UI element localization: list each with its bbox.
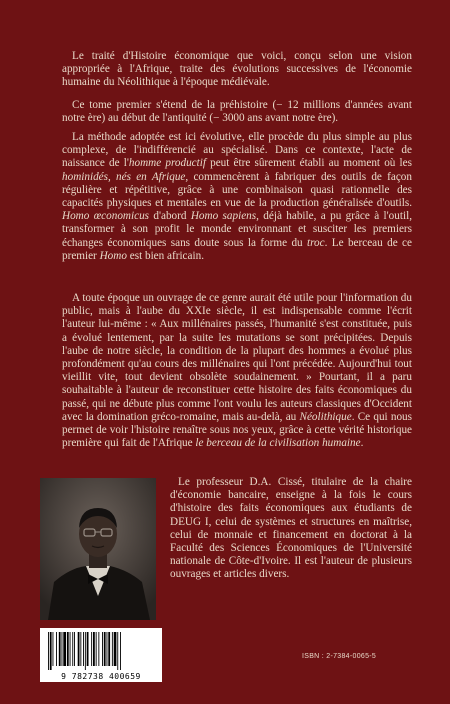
paragraph-tome-text: Ce tome premier s'étend de la préhistoire (− 12 millions d'années avant notre ère) au début de l'antiquité (− 3000 ans avant notre ère). xyxy=(62,99,412,125)
method-text-f: . Le berceau de ce premier xyxy=(62,236,412,262)
paragraph-author-bio xyxy=(170,476,412,582)
paragraph-method xyxy=(62,131,412,263)
quote-text-c: . xyxy=(360,437,364,450)
isbn-label: ISBN : 2-7384-0065-5 xyxy=(302,653,377,660)
method-em-homo-sapiens: Homo sapiens, xyxy=(190,210,259,223)
method-em-homo: Homo xyxy=(99,249,127,262)
barcode-bars xyxy=(40,628,162,672)
method-text-d: d'abord xyxy=(149,210,191,223)
method-text-c: commencèrent à fabriquer des outils de façon régulière et répétitive, grâce à une combinaison quasi rationnelle des capacités physiques et mentales en vue de la production généralisée d'outils. xyxy=(62,170,412,210)
method-em-hominides: hominidés, nés en Afrique, xyxy=(62,170,189,183)
barcode-number: 9 782738 400659 xyxy=(61,672,141,681)
author-photo xyxy=(40,478,156,620)
author-photo-illustration xyxy=(40,478,156,620)
barcode xyxy=(40,628,162,682)
method-em-homme-productif: homme productif xyxy=(128,157,206,170)
quote-text-a: A toute époque un ouvrage de ce genre aurait été utile pour l'information du public, mais à l'aube du XXIe siècle, il est indispensable comme l'écrit l'auteur lui-même : « Aux millénaires passés, l'humanité s'est constituée, puis a évolué lentement, par la suite les mutations se sont précipitées. Depuis l'aube de notre siècle, la condition de la plupart des hommes a évolué plus profondément qu'au cours des millénaires qui l'ont précédée. Aujourd'hui tout vieillit vite, tout devient obsolète soudainement. » Pourtant, il a paru souhaitable à l'auteur de reconstituer cette histoire des faits économiques du passé, qui ne débute plus comme l'ont voulu les auteurs classiques d'Occident avec la domination gréco-romaine, mais au-delà, au xyxy=(62,292,412,423)
method-text-b: peut être sûrement établi au moment où les xyxy=(205,157,412,170)
paragraph-tome xyxy=(62,99,412,125)
quote-em-neolithique: Néolithique xyxy=(299,410,352,423)
paragraph-intro-text: Le traité d'Histoire économique que voici, conçu selon une vision appropriée à l'Afrique, traite des évolutions successives de l'économie humaine du Néolithique à l'époque médiévale. xyxy=(62,50,412,89)
author-bio-text: Le professeur D.A. Cissé, titulaire de la chaire d'économie bancaire, enseigne à la fois le cours d'histoire des faits économiques aux étudiants de DEUG I, celui de systèmes et structures en maîtrise, celui de monnaie et financement en doctorat à la Faculté des Sciences Économiques de l'Université nationale de Côte-d'Ivoire. Il est l'auteur de plusieurs ouvrages et articles divers. xyxy=(170,476,412,581)
method-text-g: est bien africain. xyxy=(126,249,204,262)
method-text-e: déjà habile, a pu grâce à l'outil, transformer à son profit le monde environnant et susciter les premiers échanges économiques sans doute sous la forme du xyxy=(62,210,412,249)
quote-text-b: . Ce qui nous permet de voir l'histoire renaître sous nos yeux, grâce à cette vérité historique première qui fait de l'Afrique xyxy=(62,410,412,450)
paragraph-quote xyxy=(62,292,412,450)
method-text-a: La méthode adoptée est ici évolutive, elle procède du plus simple au plus complexe, de l'indifférencié au spécialisé. Dans ce contexte, l'acte de naissance de l' xyxy=(62,131,412,170)
quote-em-berceau: le berceau de la civilisation humaine xyxy=(195,437,361,450)
method-em-troc: troc xyxy=(307,236,325,249)
method-em-homo-oeconomicus: Homo œconomicus xyxy=(62,210,150,223)
paragraph-intro xyxy=(62,50,412,90)
